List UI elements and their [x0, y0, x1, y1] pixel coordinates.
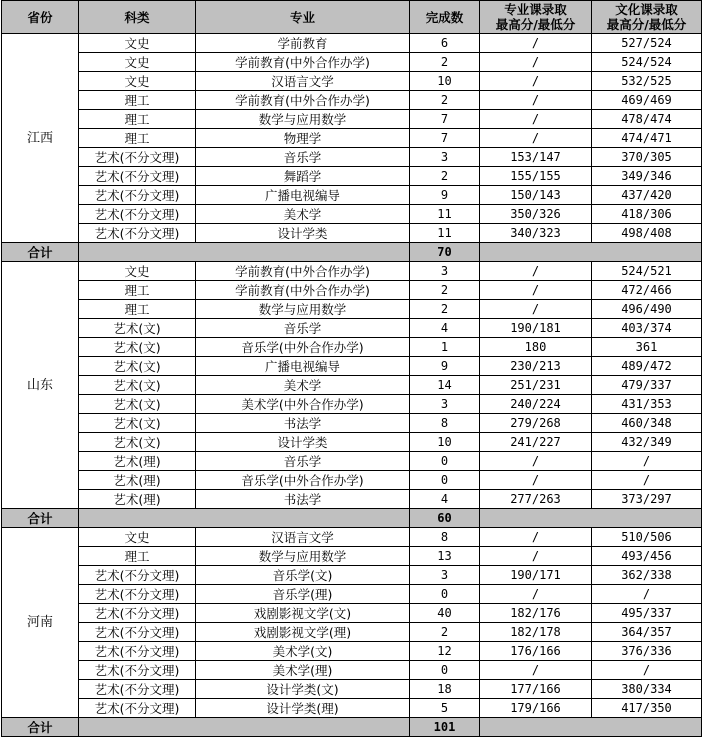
table-row	[2, 281, 702, 300]
count-cell: 14	[410, 376, 480, 395]
major-cell: 学前教育(中外合作办学)	[196, 53, 410, 72]
pro-score-cell: 150/143	[480, 186, 592, 205]
pro-score-cell: 177/166	[480, 680, 592, 699]
header-cult-score-line2: 最高分/最低分	[606, 17, 687, 32]
table-row	[2, 414, 702, 433]
major-cell: 学前教育	[196, 34, 410, 53]
count-cell: 13	[410, 547, 480, 566]
count-cell: 0	[410, 661, 480, 680]
pro-score-cell: 182/178	[480, 623, 592, 642]
category-cell: 艺术(理)	[79, 471, 196, 490]
table-row	[2, 604, 702, 623]
cult-score-cell: 524/521	[592, 262, 702, 281]
pro-score-cell: 190/181	[480, 319, 592, 338]
count-cell: 3	[410, 262, 480, 281]
count-cell: 2	[410, 300, 480, 319]
count-cell: 2	[410, 281, 480, 300]
cult-score-cell: 364/357	[592, 623, 702, 642]
header-count: 完成数	[410, 1, 480, 34]
major-cell: 设计学类(文)	[196, 680, 410, 699]
major-cell: 数学与应用数学	[196, 300, 410, 319]
count-cell: 10	[410, 433, 480, 452]
pro-score-cell: 230/213	[480, 357, 592, 376]
table-row	[2, 395, 702, 414]
major-cell: 汉语言文学	[196, 72, 410, 91]
table-row	[2, 167, 702, 186]
pro-score-cell: 180	[480, 338, 592, 357]
pro-score-cell: /	[480, 281, 592, 300]
category-cell: 艺术(不分文理)	[79, 224, 196, 243]
table-header	[2, 1, 702, 34]
total-count: 70	[410, 243, 480, 262]
pro-score-cell: /	[480, 110, 592, 129]
count-cell: 5	[410, 699, 480, 718]
cult-score-cell: /	[592, 471, 702, 490]
total-count: 60	[410, 509, 480, 528]
cult-score-cell: 478/474	[592, 110, 702, 129]
cult-score-cell: 417/350	[592, 699, 702, 718]
pro-score-cell: /	[480, 129, 592, 148]
cult-score-cell: /	[592, 585, 702, 604]
header-cult-score-line1: 文化课录取	[615, 2, 678, 17]
category-cell: 艺术(不分文理)	[79, 680, 196, 699]
major-cell: 音乐学	[196, 148, 410, 167]
category-cell: 理工	[79, 91, 196, 110]
count-cell: 3	[410, 395, 480, 414]
header-pro-score-line1: 专业课录取	[504, 2, 567, 17]
total-label: 合计	[2, 243, 79, 262]
table-row	[2, 433, 702, 452]
count-cell: 0	[410, 585, 480, 604]
count-cell: 11	[410, 205, 480, 224]
province-cell: 河南	[2, 528, 79, 718]
pro-score-cell: 279/268	[480, 414, 592, 433]
major-cell: 学前教育(中外合作办学)	[196, 281, 410, 300]
table-row	[2, 34, 702, 53]
major-cell: 音乐学(中外合作办学)	[196, 338, 410, 357]
major-cell: 音乐学	[196, 319, 410, 338]
table-row	[2, 471, 702, 490]
cult-score-cell: 495/337	[592, 604, 702, 623]
pro-score-cell: /	[480, 91, 592, 110]
cult-score-cell: 493/456	[592, 547, 702, 566]
category-cell: 理工	[79, 110, 196, 129]
category-cell: 文史	[79, 53, 196, 72]
major-cell: 广播电视编导	[196, 186, 410, 205]
admission-table	[1, 0, 702, 737]
count-cell: 8	[410, 528, 480, 547]
cult-score-cell: 370/305	[592, 148, 702, 167]
table-row	[2, 490, 702, 509]
major-cell: 设计学类	[196, 433, 410, 452]
major-cell: 戏剧影视文学(文)	[196, 604, 410, 623]
pro-score-cell: 251/231	[480, 376, 592, 395]
cult-score-cell: 496/490	[592, 300, 702, 319]
pro-score-cell: /	[480, 471, 592, 490]
table-row	[2, 186, 702, 205]
cult-score-cell: 361	[592, 338, 702, 357]
major-cell: 美术学(理)	[196, 661, 410, 680]
pro-score-cell: /	[480, 452, 592, 471]
table-row	[2, 338, 702, 357]
table-row	[2, 148, 702, 167]
table-row	[2, 642, 702, 661]
pro-score-cell: 240/224	[480, 395, 592, 414]
count-cell: 40	[410, 604, 480, 623]
table-row	[2, 566, 702, 585]
cult-score-cell: 380/334	[592, 680, 702, 699]
category-cell: 艺术(理)	[79, 452, 196, 471]
category-cell: 艺术(不分文理)	[79, 699, 196, 718]
cult-score-cell: 432/349	[592, 433, 702, 452]
category-cell: 艺术(不分文理)	[79, 661, 196, 680]
count-cell: 9	[410, 357, 480, 376]
table-body	[2, 34, 702, 737]
table-row	[2, 91, 702, 110]
category-cell: 艺术(文)	[79, 338, 196, 357]
cult-score-cell: 431/353	[592, 395, 702, 414]
category-cell: 艺术(文)	[79, 319, 196, 338]
major-cell: 音乐学(文)	[196, 566, 410, 585]
major-cell: 书法学	[196, 490, 410, 509]
category-cell: 艺术(不分文理)	[79, 585, 196, 604]
category-cell: 理工	[79, 547, 196, 566]
pro-score-cell: 153/147	[480, 148, 592, 167]
category-cell: 艺术(文)	[79, 376, 196, 395]
cult-score-cell: 532/525	[592, 72, 702, 91]
table-row	[2, 452, 702, 471]
cult-score-cell: /	[592, 661, 702, 680]
table-row	[2, 72, 702, 91]
pro-score-cell: /	[480, 300, 592, 319]
major-cell: 戏剧影视文学(理)	[196, 623, 410, 642]
count-cell: 0	[410, 452, 480, 471]
cult-score-cell: 437/420	[592, 186, 702, 205]
pro-score-cell: 350/326	[480, 205, 592, 224]
major-cell: 音乐学(理)	[196, 585, 410, 604]
header-category: 科类	[79, 1, 196, 34]
table-row	[2, 585, 702, 604]
header-pro-score-line2: 最高分/最低分	[495, 17, 576, 32]
major-cell: 学前教育(中外合作办学)	[196, 91, 410, 110]
pro-score-cell: 190/171	[480, 566, 592, 585]
major-cell: 设计学类(理)	[196, 699, 410, 718]
pro-score-cell: 277/263	[480, 490, 592, 509]
major-cell: 音乐学	[196, 452, 410, 471]
category-cell: 艺术(文)	[79, 395, 196, 414]
count-cell: 3	[410, 148, 480, 167]
category-cell: 文史	[79, 262, 196, 281]
cult-score-cell: 362/338	[592, 566, 702, 585]
major-cell: 舞蹈学	[196, 167, 410, 186]
count-cell: 2	[410, 167, 480, 186]
cult-score-cell: 376/336	[592, 642, 702, 661]
cult-score-cell: 472/466	[592, 281, 702, 300]
table-row	[2, 680, 702, 699]
total-count: 101	[410, 718, 480, 737]
total-label: 合计	[2, 509, 79, 528]
count-cell: 1	[410, 338, 480, 357]
table-row	[2, 376, 702, 395]
major-cell: 美术学(中外合作办学)	[196, 395, 410, 414]
header-pro-score	[480, 1, 592, 34]
major-cell: 美术学	[196, 376, 410, 395]
count-cell: 3	[410, 566, 480, 585]
cult-score-cell: 510/506	[592, 528, 702, 547]
cult-score-cell: /	[592, 452, 702, 471]
table-row	[2, 205, 702, 224]
category-cell: 艺术(不分文理)	[79, 148, 196, 167]
category-cell: 艺术(不分文理)	[79, 623, 196, 642]
count-cell: 8	[410, 414, 480, 433]
total-blank	[480, 718, 702, 737]
cult-score-cell: 479/337	[592, 376, 702, 395]
pro-score-cell: /	[480, 262, 592, 281]
cult-score-cell: 498/408	[592, 224, 702, 243]
major-cell: 书法学	[196, 414, 410, 433]
total-row	[2, 718, 702, 737]
category-cell: 理工	[79, 129, 196, 148]
pro-score-cell: /	[480, 528, 592, 547]
count-cell: 18	[410, 680, 480, 699]
pro-score-cell: 241/227	[480, 433, 592, 452]
table-row	[2, 319, 702, 338]
major-cell: 数学与应用数学	[196, 110, 410, 129]
count-cell: 2	[410, 623, 480, 642]
total-blank	[79, 243, 410, 262]
total-label: 合计	[2, 718, 79, 737]
table-row	[2, 528, 702, 547]
pro-score-cell: /	[480, 72, 592, 91]
major-cell: 美术学(文)	[196, 642, 410, 661]
pro-score-cell: 176/166	[480, 642, 592, 661]
table-row	[2, 110, 702, 129]
count-cell: 7	[410, 110, 480, 129]
province-cell: 山东	[2, 262, 79, 509]
category-cell: 文史	[79, 34, 196, 53]
count-cell: 6	[410, 34, 480, 53]
pro-score-cell: 182/176	[480, 604, 592, 623]
table-row	[2, 129, 702, 148]
pro-score-cell: 179/166	[480, 699, 592, 718]
header-cult-score	[592, 1, 702, 34]
pro-score-cell: /	[480, 53, 592, 72]
table-row	[2, 623, 702, 642]
header-major: 专业	[196, 1, 410, 34]
category-cell: 艺术(不分文理)	[79, 167, 196, 186]
major-cell: 学前教育(中外合作办学)	[196, 262, 410, 281]
total-blank	[480, 243, 702, 262]
category-cell: 理工	[79, 281, 196, 300]
major-cell: 广播电视编导	[196, 357, 410, 376]
count-cell: 11	[410, 224, 480, 243]
cult-score-cell: 527/524	[592, 34, 702, 53]
table-row	[2, 300, 702, 319]
cult-score-cell: 460/348	[592, 414, 702, 433]
count-cell: 0	[410, 471, 480, 490]
category-cell: 理工	[79, 300, 196, 319]
pro-score-cell: /	[480, 585, 592, 604]
cult-score-cell: 474/471	[592, 129, 702, 148]
category-cell: 艺术(不分文理)	[79, 566, 196, 585]
cult-score-cell: 349/346	[592, 167, 702, 186]
count-cell: 10	[410, 72, 480, 91]
table-row	[2, 53, 702, 72]
major-cell: 音乐学(中外合作办学)	[196, 471, 410, 490]
count-cell: 2	[410, 91, 480, 110]
count-cell: 4	[410, 490, 480, 509]
category-cell: 艺术(不分文理)	[79, 205, 196, 224]
major-cell: 汉语言文学	[196, 528, 410, 547]
pro-score-cell: /	[480, 661, 592, 680]
pro-score-cell: /	[480, 34, 592, 53]
total-row	[2, 509, 702, 528]
cult-score-cell: 403/374	[592, 319, 702, 338]
table-row	[2, 224, 702, 243]
count-cell: 12	[410, 642, 480, 661]
category-cell: 艺术(不分文理)	[79, 186, 196, 205]
header-province: 省份	[2, 1, 79, 34]
pro-score-cell: /	[480, 547, 592, 566]
total-blank	[79, 509, 410, 528]
table-row	[2, 357, 702, 376]
table-row	[2, 262, 702, 281]
category-cell: 艺术(不分文理)	[79, 604, 196, 623]
major-cell: 美术学	[196, 205, 410, 224]
category-cell: 艺术(理)	[79, 490, 196, 509]
table-row	[2, 547, 702, 566]
major-cell: 设计学类	[196, 224, 410, 243]
cult-score-cell: 373/297	[592, 490, 702, 509]
cult-score-cell: 489/472	[592, 357, 702, 376]
cult-score-cell: 418/306	[592, 205, 702, 224]
pro-score-cell: 155/155	[480, 167, 592, 186]
major-cell: 数学与应用数学	[196, 547, 410, 566]
category-cell: 艺术(文)	[79, 357, 196, 376]
total-blank	[480, 509, 702, 528]
total-blank	[79, 718, 410, 737]
category-cell: 艺术(不分文理)	[79, 642, 196, 661]
category-cell: 艺术(文)	[79, 414, 196, 433]
count-cell: 7	[410, 129, 480, 148]
count-cell: 4	[410, 319, 480, 338]
count-cell: 2	[410, 53, 480, 72]
cult-score-cell: 469/469	[592, 91, 702, 110]
category-cell: 文史	[79, 528, 196, 547]
total-row	[2, 243, 702, 262]
category-cell: 文史	[79, 72, 196, 91]
province-cell: 江西	[2, 34, 79, 243]
category-cell: 艺术(文)	[79, 433, 196, 452]
table-row	[2, 699, 702, 718]
table-row	[2, 661, 702, 680]
pro-score-cell: 340/323	[480, 224, 592, 243]
cult-score-cell: 524/524	[592, 53, 702, 72]
major-cell: 物理学	[196, 129, 410, 148]
count-cell: 9	[410, 186, 480, 205]
